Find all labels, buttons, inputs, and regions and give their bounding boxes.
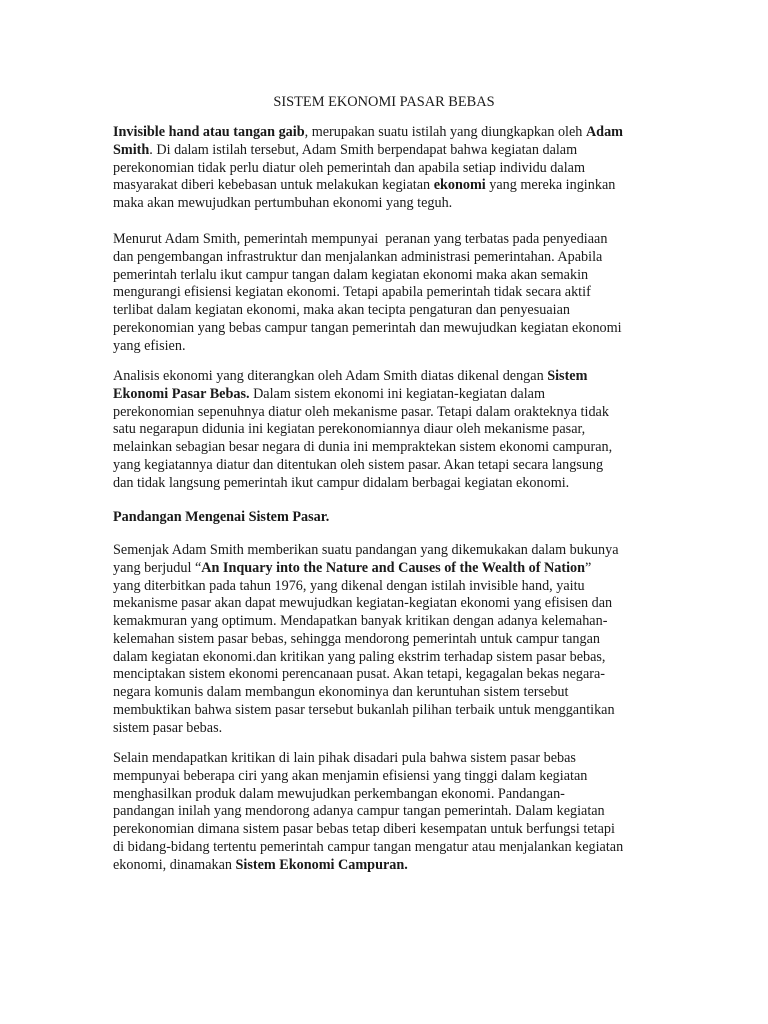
text-line — [113, 457, 673, 475]
bold-text: An Inquary into the Nature and Causes of the Wealth of Nation — [201, 559, 586, 576]
text: masyarakat diberi kebebasan untuk melakukan kegiatan — [113, 177, 434, 194]
text: menghasilkan produk dalam mewujudkan perkembangan ekonomi. Pandangan- — [113, 785, 565, 802]
text: pemerintah terlalu ikut campur tangan dalam kegiatan ekonomi maka akan semakin — [113, 266, 589, 283]
text-line — [113, 613, 673, 631]
text: dan pengembangan infrastruktur dan menjalankan administrasi pemerintahan. Apabila — [113, 248, 603, 265]
text: ” — [585, 559, 592, 576]
text: di bidang-bidang tertentu pemerintah campur tangan mengatur atau menjalankan kegiatan — [113, 838, 624, 855]
text-line — [113, 702, 673, 720]
text: kemakmuran yang optimum. Mendapatkan banyak kritikan dengan adanya kelemahan- — [113, 613, 608, 629]
text-line — [113, 160, 673, 178]
text: satu negarapun didunia ini kegiatan perekonomiannya diaur oleh mekanisme pasar, — [113, 421, 586, 438]
text: dalam kegiatan ekonomi.dan kritikan yang paling ekstrim terhadap sistem pasar bebas, — [113, 648, 606, 665]
text-line — [113, 684, 673, 702]
text: menciptakan sistem ekonomi perencanaan pusat. Akan tetapi, kegagalan bekas negara- — [113, 666, 606, 683]
text-line — [113, 803, 673, 821]
text-line — [113, 542, 673, 560]
text: perekonomian dimana sistem pasar bebas tetap diberi kesempatan untuk berfungsi tetapi — [113, 821, 615, 837]
text-line — [113, 649, 673, 667]
text: yang mereka inginkan — [485, 177, 616, 194]
text: perekonomian sepenuhnya diatur oleh mekanisme pasar. Tetapi dalam orakteknya tidak — [113, 403, 609, 420]
text-line — [113, 720, 673, 738]
text: Dalam sistem ekonomi ini kegiatan-kegiatan dalam — [249, 385, 546, 402]
text-line — [113, 267, 673, 285]
text-line — [113, 404, 673, 422]
text-line — [113, 142, 673, 160]
text: sistem pasar bebas. — [113, 719, 223, 736]
text-line — [113, 231, 673, 249]
text: terlibat dalam kegiatan ekonomi, maka akan tecipta pengaturan dan penyesuaian — [113, 302, 570, 318]
document-title: SISTEM EKONOMI PASAR BEBAS — [273, 94, 495, 110]
text: membuktikan bahwa sistem pasar tersebut bukanlah pilihan terbaik untuk menggantikan — [113, 701, 615, 718]
text-line — [113, 302, 673, 320]
text-line — [113, 768, 673, 786]
text-line — [113, 284, 673, 302]
bold-text: Pandangan Mengenai Sistem Pasar. — [113, 509, 330, 525]
text-line — [113, 421, 673, 439]
text-line — [113, 839, 673, 857]
paragraph-invisible-hand — [113, 124, 673, 213]
text: yang kegiatannya diatur dan ditentukan oleh sistem pasar. Akan tetapi secara langsung — [113, 456, 604, 473]
text-line — [113, 249, 673, 267]
text: Semenjak Adam Smith memberikan suatu pandangan yang dikemukakan dalam bukunya — [113, 542, 619, 558]
bold-text: Smith — [113, 141, 150, 158]
text-line — [113, 195, 673, 213]
text-line — [113, 177, 673, 195]
text-line — [113, 439, 673, 457]
text-line — [113, 509, 673, 527]
text-line — [113, 750, 673, 768]
text: mengurangi efisiensi kegiatan ekonomi. Tetapi apabila pemerintah tidak secara aktif — [113, 284, 591, 301]
text-line — [113, 821, 673, 839]
text-line — [113, 386, 673, 404]
text: pandangan inilah yang mendorong adanya campur tangan pemerintah. Dalam kegiatan — [113, 803, 605, 820]
text: , merupakan suatu istilah yang diungkapkan oleh — [304, 124, 586, 140]
text: yang diterbitkan pada tahun 1976, yang dikenal dengan istilah invisible hand, yaitu — [113, 577, 585, 594]
text-line — [113, 631, 673, 649]
bold-text: Sistem Ekonomi Campuran. — [235, 856, 408, 873]
text-line — [113, 560, 673, 578]
paragraph-pandangan-sistem-pasar — [113, 542, 673, 737]
text: Selain mendapatkan kritikan di lain pihak disadari pula bahwa sistem pasar bebas — [113, 750, 576, 766]
text: yang efisien. — [113, 337, 186, 354]
text-line — [113, 124, 673, 142]
text-line — [113, 595, 673, 613]
text: perekonomian yang bebas campur tangan pemerintah dan mewujudkan kegiatan ekonomi — [113, 319, 622, 336]
text: kelemahan sistem pasar bebas, sehingga mendorong pemerintah untuk campur tangan — [113, 630, 600, 647]
text: mekanisme pasar akan dapat mewujudkan kegiatan-kegiatan ekonomi yang efisisen dan — [113, 595, 613, 612]
text: Analisis ekonomi yang diterangkan oleh Adam Smith diatas dikenal dengan — [113, 368, 548, 384]
text: maka akan mewujudkan pertumbuhan ekonomi yang teguh. — [113, 195, 453, 211]
bold-text: Invisible hand atau tangan gaib — [113, 124, 305, 140]
bold-text: Sistem — [547, 368, 588, 384]
text: Menurut Adam Smith, pemerintah mempunyai peranan yang terbatas pada penyediaan — [113, 231, 608, 247]
text-line — [113, 320, 673, 338]
text: ekonomi, dinamakan — [113, 856, 236, 873]
text-line — [113, 857, 673, 875]
text: negara komunis dalam membangun ekonominya dan keruntuhan sistem tersebut — [113, 684, 569, 700]
text: mempunyai beberapa ciri yang akan menjamin efisiensi yang tinggi dalam kegiatan — [113, 767, 588, 784]
text-line — [113, 475, 673, 493]
bold-text: Ekonomi Pasar Bebas. — [113, 385, 250, 402]
text: melainkan sebagian besar negara di dunia ini mempraktekan sistem ekonomi campuran, — [113, 439, 613, 455]
bold-text: ekonomi — [433, 177, 486, 194]
paragraph-analisis-ekonomi — [113, 368, 673, 492]
text-line — [113, 786, 673, 804]
text-line — [113, 338, 673, 356]
paragraph-peran-pemerintah — [113, 231, 673, 355]
text: . Di dalam istilah tersebut, Adam Smith berpendapat bahwa kegiatan dalam — [149, 141, 578, 158]
text: perekonomian tidak perlu diatur oleh pemerintah dan apabila setiap individu dalam — [113, 159, 585, 176]
text: yang berjudul “ — [113, 559, 202, 576]
text: dan tidak langsung pemerintah ikut campur didalam berbagai kegiatan ekonomi. — [113, 474, 570, 491]
text-line — [113, 368, 673, 386]
text-line — [113, 666, 673, 684]
bold-text: Adam — [585, 124, 623, 140]
paragraph-ekonomi-campuran — [113, 750, 673, 874]
section-heading-pandangan — [113, 509, 673, 527]
text-line — [113, 578, 673, 596]
